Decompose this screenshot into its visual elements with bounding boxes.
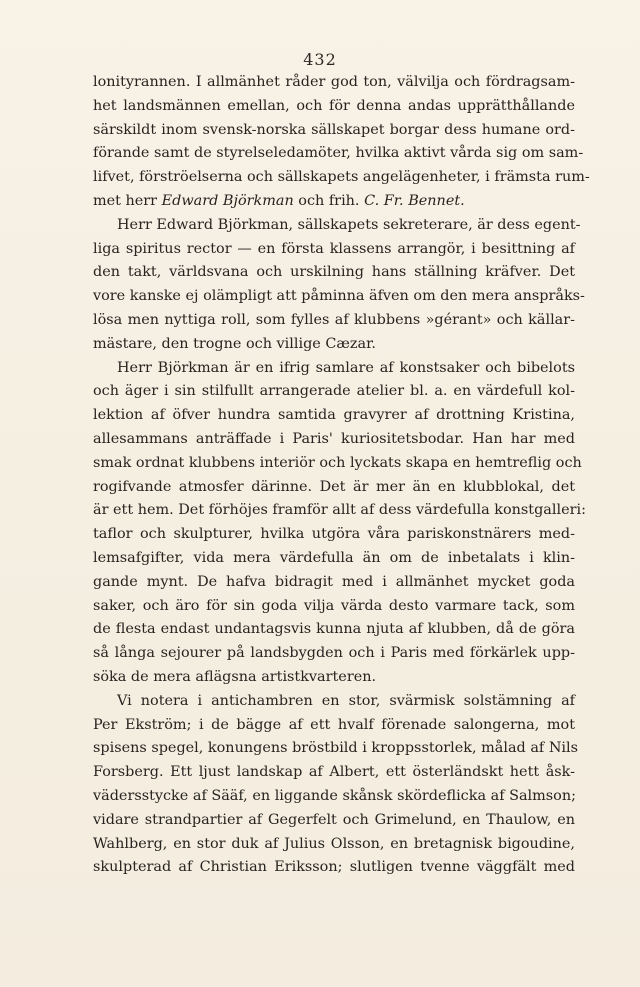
text-line: vidare strandpartier af Gegerfelt och Grimelund, en Thaulow, en bbox=[93, 811, 575, 828]
text-line: Wahlberg, en stor duk af Julius Olsson, en bretagnisk bigoudine, bbox=[93, 835, 575, 852]
text-line: söka de mera aflägsna artistkvarteren. bbox=[93, 668, 377, 685]
text-line: gande mynt. De hafva bidragit med i allmänhet mycket goda bbox=[93, 573, 575, 590]
body-text bbox=[93, 71, 590, 880]
text-line: lifvet, förströelserna och sällskapets angelägenheter, i främsta rum- bbox=[93, 169, 590, 186]
text-line: spisens spegel, konungens bröstbild i kroppsstorlek, målad af Nils bbox=[93, 740, 578, 757]
text-line: Herr Edward Björkman, sällskapets sekreterare, är dess egent- bbox=[117, 216, 581, 233]
text-line: met herr Edward Björkman och frih. C. Fr. Bennet. bbox=[93, 192, 465, 209]
text-line: är ett hem. Det förhöjes framför allt af dess värdefulla konstgalleri: bbox=[93, 502, 586, 519]
text-line: så långa sejourer på landsbygden och i Paris med förkärlek upp- bbox=[93, 645, 575, 662]
italic-name: Bennet. bbox=[408, 192, 465, 209]
text-line: lonityrannen. I allmänhet råder god ton, välvilja och fördragsam- bbox=[93, 74, 575, 90]
text-line: lösa men nyttiga roll, som fylles af klubbens »gérant» och källar- bbox=[93, 311, 575, 328]
text-line: Per Ekström; i de bägge af ett hvalf förenade salongerna, mot bbox=[93, 716, 575, 733]
text-line: het landsmännen emellan, och för denna andas upprätthållande bbox=[93, 97, 575, 114]
italic-initial: Fr. bbox=[383, 192, 404, 209]
text-line: taflor och skulpturer, hvilka utgöra våra pariskonstnärers med- bbox=[93, 526, 575, 543]
text-line: vore kanske ej olämpligt att påminna äfven om den mera anspråks- bbox=[93, 288, 585, 305]
text-line: särskildt inom svensk-norska sällskapet borgar dess humane ord- bbox=[93, 121, 575, 138]
italic-name: Edward Björkman bbox=[161, 192, 294, 209]
text-line: rogifvande atmosfer därinne. Det är mer än en klubblokal, det bbox=[93, 478, 575, 495]
italic-initial: C. bbox=[364, 192, 380, 209]
text-line: allesammans anträffade i Paris' kuriositetsbodar. Han har med bbox=[93, 430, 575, 447]
text-line: Herr Björkman är en ifrig samlare af konstsaker och bibelots bbox=[117, 359, 575, 376]
text-line: och äger i sin stilfullt arrangerade atelier bl. a. en värdefull kol- bbox=[93, 383, 575, 400]
text-line: skulpterad af Christian Eriksson; slutligen tvenne väggfält med bbox=[93, 859, 575, 876]
text-line: de flesta endast undantagsvis kunna njuta af klubben, då de göra bbox=[93, 621, 575, 638]
text-line: vädersstycke af Sääf, en liggande skånsk skördeflicka af Salmson; bbox=[93, 787, 576, 804]
text-line: mästare, den trogne och villige Cæzar. bbox=[93, 335, 376, 352]
text-line: saker, och äro för sin goda vilja värda desto varmare tack, som bbox=[93, 597, 575, 614]
text-line: smak ordnat klubbens interiör och lyckats skapa en hemtreflig och bbox=[93, 454, 582, 471]
text-line: liga spiritus rector — en första klassens arrangör, i besittning af bbox=[93, 240, 575, 257]
text-line: lektion af öfver hundra samtida gravyrer af drottning Kristina, bbox=[93, 407, 575, 424]
text-line: lemsafgifter, vida mera värdefulla än om de inbetalats i klin- bbox=[93, 549, 575, 566]
text-line: den takt, världsvana och urskilning hans ställning kräfver. Det bbox=[93, 264, 575, 281]
page-number: 432 bbox=[303, 50, 337, 69]
text-line: Vi notera i antichambren en stor, svärmisk solstämning af bbox=[117, 692, 575, 709]
text-line: Forsberg. Ett ljust landskap af Albert, ett österländskt hett åsk- bbox=[93, 764, 575, 781]
text-line: förande samt de styrelseledamöter, hvilka aktivt vårda sig om sam- bbox=[93, 145, 584, 162]
